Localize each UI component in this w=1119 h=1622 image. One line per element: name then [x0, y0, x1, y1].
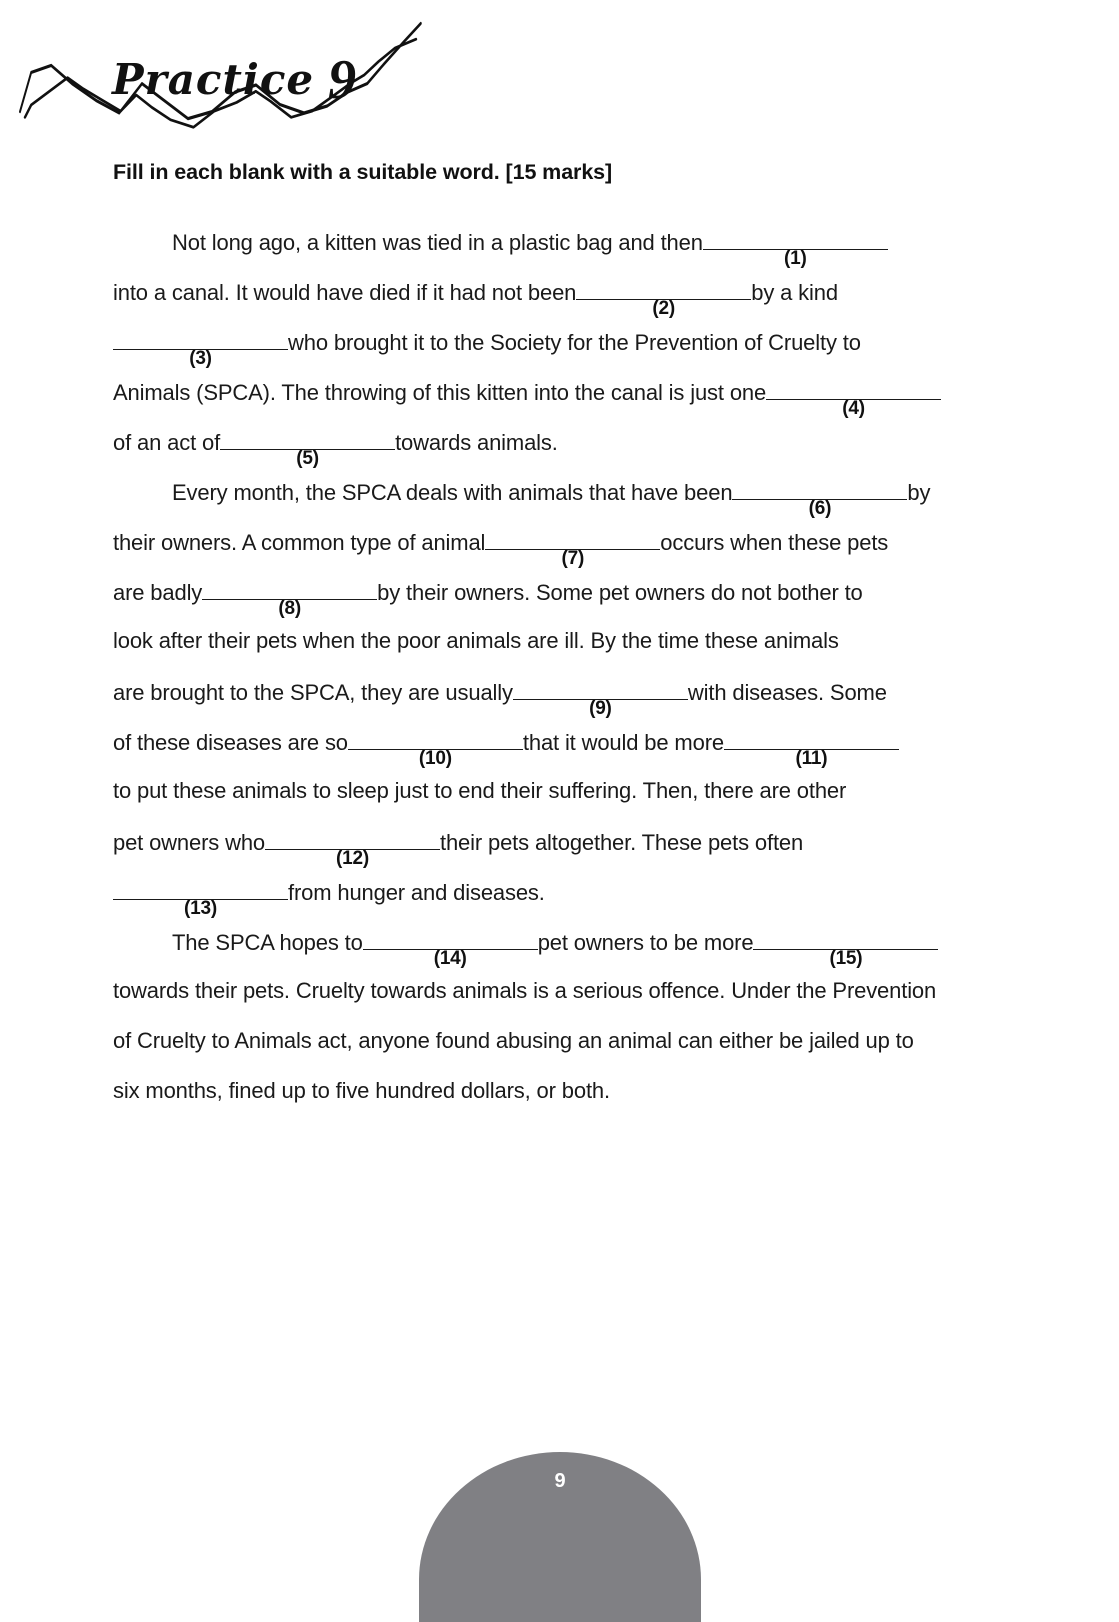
page-number-label: 9 [554, 1470, 566, 1492]
answer-blank[interactable] [485, 528, 660, 569]
passage-line [113, 828, 1013, 878]
passage-text: to put these animals to sleep just to end their suffering. Then, there are other [113, 778, 847, 803]
passage-text: from hunger and diseases. [288, 880, 545, 905]
page-title-label: Practice [112, 55, 315, 104]
passage-line [113, 678, 1013, 728]
page-title [112, 48, 357, 112]
answer-blank[interactable] [202, 578, 377, 619]
passage-line [113, 578, 1013, 628]
answer-blank-number: (13) [184, 898, 217, 919]
passage-text: by [907, 480, 931, 505]
answer-blank[interactable] [576, 278, 751, 319]
answer-blank-number: (15) [829, 948, 863, 969]
answer-blank-number: (4) [842, 398, 865, 419]
answer-blank-number: (7) [561, 548, 585, 569]
passage-text: their pets altogether. These pets often [440, 830, 804, 855]
passage-text: Animals (SPCA). The throwing of this kitten into the canal is just one [113, 380, 767, 405]
page-number-badge [419, 1452, 701, 1622]
passage-line [113, 628, 1013, 678]
page-title-number: 9 [328, 49, 358, 111]
answer-blank-number: (10) [418, 748, 452, 769]
passage-text: with diseases. Some [687, 680, 887, 705]
answer-blank[interactable] [113, 328, 288, 369]
passage-text: look after their pets when the poor animals are ill. By the time these animals [113, 628, 839, 653]
answer-blank[interactable] [363, 928, 538, 969]
passage-text: occurs when these pets [660, 530, 889, 555]
passage-text: Not long ago, a kitten was tied in a plastic bag and then [172, 230, 703, 255]
answer-blank[interactable] [513, 678, 688, 719]
passage-text: of these diseases are so [113, 730, 348, 755]
answer-blank-number: (14) [433, 948, 467, 969]
passage-text: of an act of [113, 430, 221, 455]
passage-line [113, 1078, 1013, 1128]
passage-line [113, 778, 1013, 828]
answer-blank[interactable] [220, 428, 395, 469]
passage-text: are brought to the SPCA, they are usually [113, 680, 513, 705]
passage-text: by a kind [751, 280, 838, 305]
passage-line [113, 378, 1013, 428]
passage-line [113, 728, 1013, 778]
answer-blank[interactable] [703, 228, 888, 269]
answer-blank[interactable] [766, 378, 941, 419]
passage-text: towards their pets. Cruelty towards animals is a serious offence. Under the Prevention [113, 978, 937, 1003]
answer-blank-number: (12) [336, 848, 369, 869]
passage-text: are badly [113, 580, 203, 605]
answer-blank-number: (1) [784, 248, 807, 269]
answer-blank[interactable] [348, 728, 523, 769]
passage-text: The SPCA hopes to [172, 930, 363, 955]
answer-blank[interactable] [732, 478, 907, 519]
answer-blank[interactable] [113, 878, 288, 919]
answer-blank-number: (11) [795, 748, 828, 769]
passage-line [113, 528, 1013, 578]
answer-blank-number: (3) [189, 348, 212, 369]
passage-text: pet owners who [113, 830, 265, 855]
answer-blank-number: (6) [808, 498, 832, 519]
passage-line [113, 978, 1013, 1028]
passage-line [113, 428, 1013, 478]
passage-text: six months, fined up to five hundred dollars, or both. [113, 1078, 610, 1103]
passage-text: towards animals. [395, 430, 558, 455]
answer-blank-number: (5) [296, 448, 319, 469]
passage-text: into a canal. It would have died if it had not been [113, 280, 577, 305]
passage-text: pet owners to be more [537, 930, 754, 955]
passage-line [113, 328, 1013, 378]
exercise-instruction: Fill in each blank with a suitable word. [15 marks] [113, 160, 613, 184]
passage-text: who brought it to the Society for the Prevention of Cruelty to [288, 330, 861, 355]
passage-text: their owners. A common type of animal [113, 530, 486, 555]
answer-blank-number: (8) [278, 598, 301, 619]
passage-text: of Cruelty to Animals act, anyone found abusing an animal can either be jailed up to [113, 1028, 914, 1053]
passage-line [113, 878, 1013, 928]
passage-text: that it would be more [522, 730, 724, 755]
passage-line [113, 478, 1013, 528]
passage-line [113, 928, 1013, 978]
passage-text: by their owners. Some pet owners do not bother to [377, 580, 863, 605]
answer-blank-number: (2) [652, 298, 676, 319]
answer-blank[interactable] [724, 728, 899, 769]
passage-text: Every month, the SPCA deals with animals that have been [172, 480, 733, 505]
answer-blank-number: (9) [589, 698, 612, 719]
answer-blank[interactable] [753, 928, 938, 969]
passage-line [113, 228, 1013, 278]
passage-line [113, 1028, 1013, 1078]
cloze-passage [113, 228, 1013, 1128]
answer-blank[interactable] [265, 828, 440, 869]
passage-line [113, 278, 1013, 328]
